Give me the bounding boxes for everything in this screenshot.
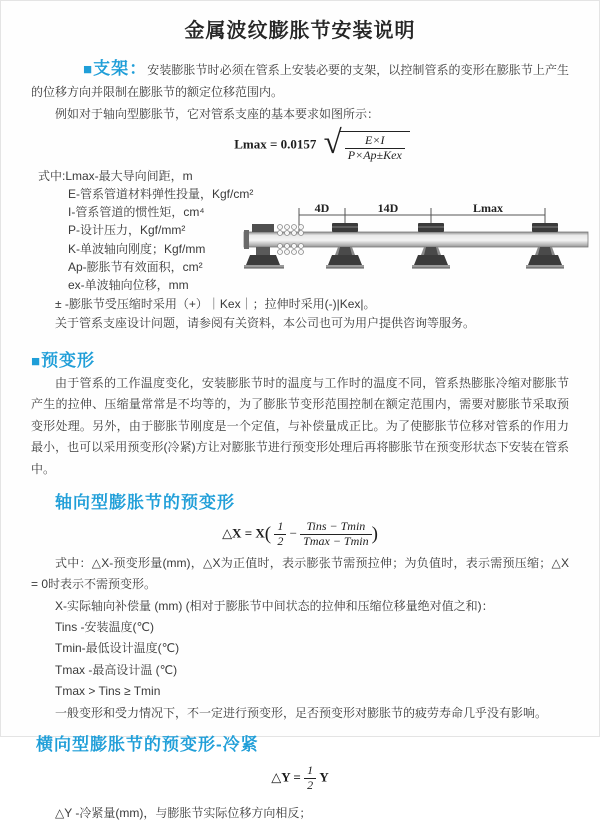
temp-fraction-numerator: Tins − Tmin [306,519,366,534]
temp-line-tmin: Tmin-最低设计温度(℃) [55,641,180,656]
definition-line: 式中:Lmax-最大导向间距，m [38,168,193,183]
lateral-half-numerator: 1 [307,763,314,778]
support-example-text: 例如对于轴向型膨胀节，它对管系支座的基本要求如图所示： [55,107,380,121]
definition-line: K-单波轴向刚度；Kgf/mm [68,241,206,256]
sqrt-radical [323,125,410,163]
lateral-formula [31,764,569,793]
axial-formula-explain: 式中：△X-预变形量(mm)，△X为正值时，表示膨张节需预拉伸；为负值时，表示需预压缩；△X = 0时表示不需预变形。 [31,555,569,592]
plus-minus-note: ± -膨胀节受压缩时采用（+）｜Kex｜；拉伸时采用(-)|Kex|。 [55,296,376,311]
section-square-icon: ■ [31,352,41,370]
lateral-one-half-fraction [304,764,316,793]
lateral-formula-lhs: △Y = [271,769,301,785]
consult-note: 关于管系支座设计问题，请参阅有关资料，本公司也可为用户提供咨询等服务。 [55,316,476,331]
definition-line: I-管系管道的惯性矩，cm⁴ [68,205,205,220]
lmax-formula [53,125,591,163]
close-paren: ) [371,523,378,545]
temp-fraction-denominator: Tmax − Tmin [300,534,371,549]
definition-line: ex-单波轴向位移，mm [68,278,189,293]
axial-formula-lhs: △X = X [222,525,265,541]
half-numerator: 1 [277,519,284,534]
predeform-section-label: 预变形 [41,350,96,370]
page-title: 金属波纹膨胀节安装说明 [184,20,416,42]
x-definition-line: X-实际轴向补偿量 (mm) (相对于膨胀节中间状态的拉伸和压缩位移量绝对值之和)： [55,598,494,613]
lmax-formula-lhs: Lmax = 0.0157 [234,136,317,152]
half-denominator: 2 [274,534,286,549]
support-section-label: 支架： [93,59,148,78]
pipe-end-cap [244,230,249,249]
lateral-half-denominator: 2 [304,778,316,793]
definition-line: Ap-膨胀节有效面积，cm² [68,260,203,275]
definition-line: P-设计压力，Kgf/mm² [68,223,186,238]
one-half-fraction [274,520,286,549]
lmax-fraction-numerator: E×I [365,133,385,147]
lateral-predeform-heading: 横向型膨胀节的预变形-冷紧 [36,735,259,755]
temp-line-tmax: Tmax -最高设计温 (℃) [55,662,178,677]
general-note-line: 一般变形和受力情况下，不一定进行预变形，足否预变形对膨胀节的疲劳寿命几乎没有影响。 [55,705,548,720]
section-square-icon: ■ [83,61,93,78]
predeform-section-header [31,346,569,371]
temp-line-tins: Tins -安装温度(℃) [55,619,155,634]
definitions-and-diagram [31,167,569,295]
support-intro-text: 安装膨胀节时必须在管系上安装必要的支架，以控制管系的变形在膨胀节上产生的位移方向并限制在膨胀节的额定位移范围内。 [31,63,570,99]
radical-body [340,131,410,163]
lmax-fraction [345,134,405,163]
dim-label-4d: 4D [314,200,330,215]
open-paren: ( [264,523,272,545]
lateral-formula-rhs: Y [319,769,329,785]
axial-formula [31,520,569,549]
delta-y-note-line: △Y -冷紧量(mm)，与膨胀节实际位移方向相反； [55,805,312,820]
temperature-fraction [300,520,371,549]
lmax-fraction-denominator: P×Ap±Kex [345,148,405,163]
pipe-support-diagram [244,201,596,283]
axial-predeform-heading: 轴向型膨胀节的预变形 [55,493,235,513]
minus-sign: − [289,525,297,541]
temp-inequality-line: Tmax > Tins ≥ Tmin [55,684,161,699]
definition-line: E-管系管道材料弹性投量，Kgf/cm² [68,186,254,201]
dim-label-lmax: Lmax [473,200,503,215]
predeform-body-text: 由于管系的工作温度变化，安装膨胀节时的温度与工作时的温度不同，管系热膨胀冷缩对膨胀节产生的拉伸、压缩量常常是不均等的，为了膨胀节变形范围控制在额定范围内，需要对膨胀节采取预变形处理。另外，由于膨胀节刚度是一个定值，与补偿量成正比。为了使膨胀节位移对管系的作用力最小，也可以采用预变形(冷紧)方让对膨胀节进行预变形处理后再将膨胀节在预变形状态下安装在管系中。 [31,375,569,476]
support-paragraph [31,58,569,103]
radical-sign-icon: √ [323,125,342,161]
dim-label-14d: 14D [377,200,399,215]
